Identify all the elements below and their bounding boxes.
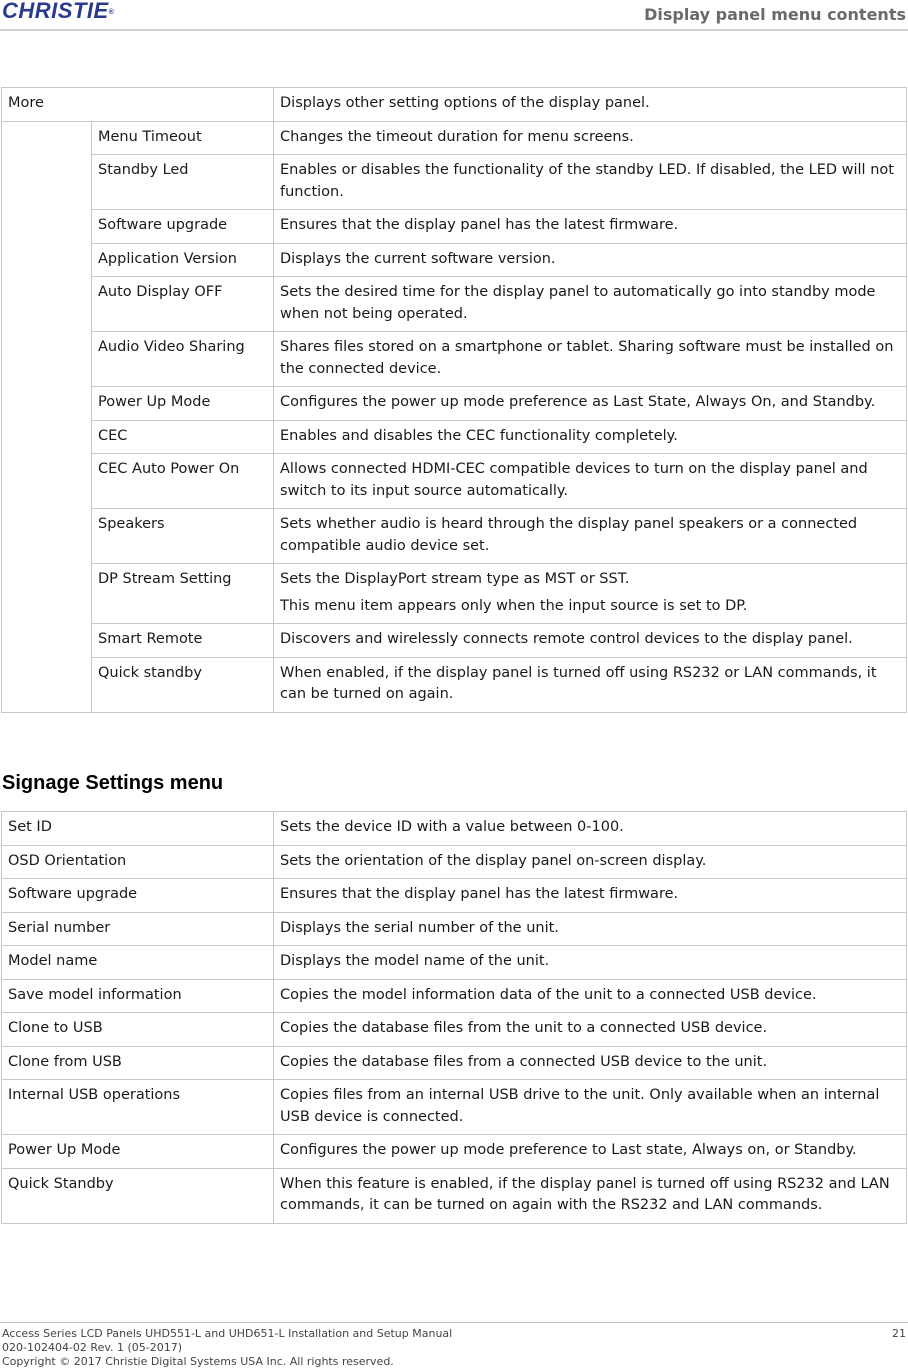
menu-item-description: Ensures that the display panel has the latest firmware. [274, 879, 907, 913]
signage-settings-heading: Signage Settings menu [2, 772, 224, 794]
menu-item-description: Copies the database files from the unit to a connected USB device. [274, 1013, 907, 1047]
page-number: 21 [892, 1327, 906, 1340]
menu-item-name: OSD Orientation [2, 845, 274, 879]
menu-item-name: Quick standby [92, 657, 274, 712]
table-row [2, 155, 907, 210]
table-row [2, 564, 907, 624]
menu-item-name: Serial number [2, 912, 274, 946]
menu-item-name: Set ID [2, 812, 274, 846]
menu-item-name: Internal USB operations [2, 1080, 274, 1135]
table-row [2, 1168, 907, 1223]
menu-item-name: Software upgrade [92, 210, 274, 244]
table-row [2, 243, 907, 277]
menu-item-description: When this feature is enabled, if the display panel is turned off using RS232 and LAN commands, it can be turned on again with the RS232 and LAN commands. [274, 1168, 907, 1223]
footer-manual-title: Access Series LCD Panels UHD551-L and UHD651-L Installation and Setup Manual [2, 1327, 453, 1340]
page-footer [0, 1322, 908, 1369]
menu-item-description: Enables or disables the functionality of the standby LED. If disabled, the LED will not function. [274, 155, 907, 210]
menu-item-description: Discovers and wirelessly connects remote control devices to the display panel. [274, 624, 907, 658]
menu-item-description: Configures the power up mode preference to Last state, Always on, or Standby. [274, 1135, 907, 1169]
table-row [2, 946, 907, 980]
table-row [2, 912, 907, 946]
table-row [2, 88, 907, 122]
table-row [2, 1046, 907, 1080]
description-note: This menu item appears only when the input source is set to DP. [280, 597, 748, 614]
menu-item-description: Copies the model information data of the unit to a connected USB device. [274, 979, 907, 1013]
menu-item-description: Ensures that the display panel has the latest firmware. [274, 210, 907, 244]
menu-item-name: Power Up Mode [2, 1135, 274, 1169]
menu-item-name: CEC [92, 420, 274, 454]
menu-item-description: Sets the device ID with a value between 0-100. [274, 812, 907, 846]
table-row [2, 979, 907, 1013]
table-row [2, 387, 907, 421]
menu-item-description: Enables and disables the CEC functionality completely. [274, 420, 907, 454]
menu-item-name: Clone from USB [2, 1046, 274, 1080]
menu-item-name: Quick Standby [2, 1168, 274, 1223]
menu-item-name: Save model information [2, 979, 274, 1013]
header-divider [0, 29, 908, 31]
footer-text [2, 1327, 452, 1369]
menu-item-description: When enabled, if the display panel is turned off using RS232 or LAN commands, it can be turned on again. [274, 657, 907, 712]
menu-item-description: Allows connected HDMI-CEC compatible devices to turn on the display panel and switch to its input source automatically. [274, 454, 907, 509]
table-row [2, 420, 907, 454]
menu-item-description: Sets whether audio is heard through the display panel speakers or a connected compatible audio device set. [274, 509, 907, 564]
menu-item-description: Shares files stored on a smartphone or tablet. Sharing software must be installed on the connected device. [274, 332, 907, 387]
table-row [2, 332, 907, 387]
christie-logo: CHRISTIE® [2, 0, 115, 23]
menu-item-name: Standby Led [92, 155, 274, 210]
table-row [2, 454, 907, 509]
menu-item-name: Power Up Mode [92, 387, 274, 421]
menu-item-description: Sets the orientation of the display panel on-screen display. [274, 845, 907, 879]
menu-item-description: Configures the power up mode preference as Last State, Always On, and Standby. [274, 387, 907, 421]
table-row [2, 210, 907, 244]
menu-item-name: CEC Auto Power On [92, 454, 274, 509]
menu-item-name: Model name [2, 946, 274, 980]
footer-divider [0, 1322, 908, 1323]
menu-item-name: Smart Remote [92, 624, 274, 658]
menu-item-description: Displays the serial number of the unit. [274, 912, 907, 946]
table-row [2, 812, 907, 846]
menu-item-description: Displays other setting options of the display panel. [274, 88, 907, 122]
description-text: Sets the DisplayPort stream type as MST or SST. [280, 571, 630, 587]
menu-item-description [274, 564, 907, 624]
menu-item-description: Sets the desired time for the display panel to automatically go into standby mode when not being operated. [274, 277, 907, 332]
table-row [2, 845, 907, 879]
menu-item-name: More [2, 88, 274, 122]
table-row [2, 1135, 907, 1169]
footer-copyright: Copyright © 2017 Christie Digital Systems USA Inc. All rights reserved. [2, 1355, 394, 1368]
menu-item-name: Clone to USB [2, 1013, 274, 1047]
menu-item-description: Displays the current software version. [274, 243, 907, 277]
section-title: Display panel menu contents [644, 5, 906, 24]
table-row [2, 121, 907, 155]
table-row [2, 879, 907, 913]
menu-item-name: Software upgrade [2, 879, 274, 913]
signage-settings-table [1, 811, 907, 1224]
table-row [2, 657, 907, 712]
menu-item-name: DP Stream Setting [92, 564, 274, 624]
indent-cell [2, 121, 92, 712]
page-header [0, 0, 908, 31]
table-row [2, 509, 907, 564]
menu-item-name: Application Version [92, 243, 274, 277]
menu-item-description: Copies the database files from a connected USB device to the unit. [274, 1046, 907, 1080]
table-row [2, 624, 907, 658]
footer-document-number: 020-102404-02 Rev. 1 (05-2017) [2, 1341, 183, 1354]
menu-item-name: Auto Display OFF [92, 277, 274, 332]
table-row [2, 1013, 907, 1047]
menu-item-description: Displays the model name of the unit. [274, 946, 907, 980]
more-menu-table [1, 87, 907, 713]
menu-item-name: Menu Timeout [92, 121, 274, 155]
menu-item-name: Audio Video Sharing [92, 332, 274, 387]
table-row [2, 277, 907, 332]
menu-item-description: Changes the timeout duration for menu screens. [274, 121, 907, 155]
menu-item-description: Copies files from an internal USB drive to the unit. Only available when an internal USB device is connected. [274, 1080, 907, 1135]
menu-item-name: Speakers [92, 509, 274, 564]
table-row [2, 1080, 907, 1135]
